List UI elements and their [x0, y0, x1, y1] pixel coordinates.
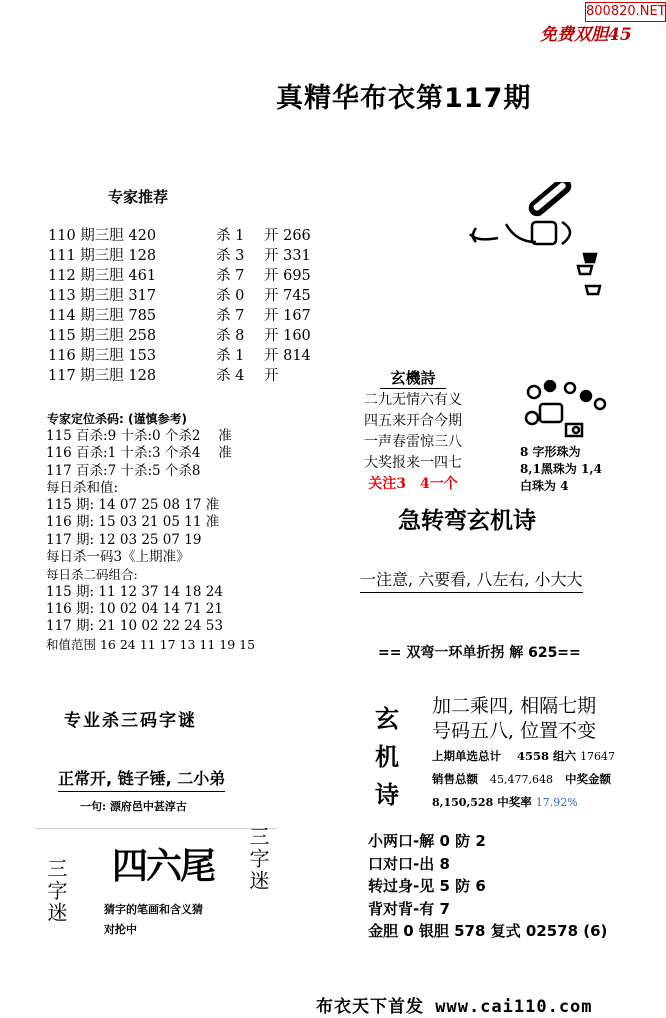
expert-cell: 杀 1: [216, 348, 245, 364]
daily-sum-heading: 每日杀和值:: [46, 479, 119, 496]
position-kill-heading: 专家定位杀码: (谨慎参考): [47, 412, 187, 426]
sum-range: 和值范围 16 24 11 17 13 11 19 15: [46, 636, 256, 652]
expert-cell: 117 期三胆 128: [48, 368, 157, 384]
big-riddle-word: 四六尾: [112, 846, 215, 887]
poem-line: 四五来开合今期: [364, 413, 462, 429]
daily-two-row: 116 期: 10 02 04 14 71 21: [46, 600, 223, 617]
right-vertical-label: 三字迷: [246, 826, 270, 892]
expert-cell: 杀 7: [216, 268, 245, 284]
expert-cell: 115 期三胆 258: [48, 328, 157, 344]
free-double-label: 免费双胆45: [540, 25, 632, 45]
daily-one: 每日杀一码3《上期准》: [46, 549, 190, 566]
expert-cell: 114 期三胆 785: [48, 308, 157, 324]
poem-line: 二九无情六有义: [364, 392, 462, 408]
expert-cell: 杀 4: [216, 368, 245, 384]
poem-focus: 关注3 4一个: [368, 476, 458, 492]
page-title: 真精华布衣第117期: [276, 83, 532, 114]
bottom-list-item: 转过身-见 5 防 6: [368, 877, 486, 895]
stat1-value2: 17647: [580, 750, 616, 763]
bottom-list-item: 小两口-解 0 防 2: [368, 832, 486, 850]
expert-row: 114 期三胆 785 杀 7 开 167: [48, 308, 311, 324]
poem-line: 一声春雷惊三八: [364, 434, 462, 450]
daily-sum-row: 117 期: 12 03 25 07 19: [46, 531, 202, 548]
stat1-value: 4558: [517, 749, 550, 763]
sharp-turn-line: 一注意, 六要看, 八左右, 小大大: [360, 567, 583, 593]
daily-two-row: 117 期: 21 10 02 22 24 53: [46, 618, 223, 635]
footer-site: 布衣天下首发 www.cai110.com: [316, 997, 593, 1017]
expert-cell: 111 期三胆 128: [48, 248, 157, 264]
riddle-heading: 专业杀三码字谜: [64, 711, 197, 731]
expert-cell: 杀 8: [216, 328, 245, 344]
position-kill-row: 117 百杀:7 十杀:5 个杀8: [46, 462, 201, 479]
sharp-turn-title: 急转弯玄机诗: [398, 508, 536, 534]
stat2-label2: 中奖金额: [565, 772, 612, 786]
poem-line: 大奖报来一四七: [364, 455, 462, 471]
riddle-hints: [104, 900, 203, 940]
expert-row: 113 期三胆 317 杀 0 开 745: [48, 288, 311, 304]
xuanji-poem-box: [358, 367, 468, 495]
stat3-rate: 17.92%: [535, 796, 578, 809]
stat3-value: 8,150,528: [432, 796, 494, 809]
expert-heading: 专家推荐: [108, 188, 169, 206]
xuanji-line-1: 加二乘四, 相隔七期: [432, 695, 597, 717]
xuanji-char-1: 玄: [375, 704, 399, 733]
position-kill-row: 116 百杀:1 十杀:3 个杀4 准: [46, 445, 232, 462]
xuanji-line-2: 号码五八, 位置不变: [432, 720, 597, 742]
position-kill-table: [46, 428, 255, 653]
expert-cell: 110 期三胆 420: [48, 228, 157, 244]
daily-sum-row: 116 期: 15 03 21 05 11 准: [46, 514, 220, 531]
expert-table: [48, 226, 311, 386]
expert-cell: 杀 0: [216, 288, 245, 304]
xuanji-poem-title: 玄機詩: [380, 367, 445, 389]
xuanji-char-2: 机: [375, 742, 399, 771]
bottom-list-item: 口对口-出 8: [368, 854, 450, 873]
expert-cell: 112 期三胆 461: [48, 268, 157, 284]
sales-stats: [432, 745, 615, 814]
bead-text: [520, 444, 602, 495]
expert-row: 110 期三胆 420 杀 1 开 266: [48, 228, 311, 244]
expert-row: 111 期三胆 128 杀 3 开 331: [48, 248, 311, 264]
stat2-label: 销售总额: [432, 772, 478, 786]
position-kill-row: 115 百杀:9 十杀:0 个杀2 准: [46, 428, 232, 444]
daily-sum-row: 115 期: 14 07 25 08 17 准: [46, 497, 220, 514]
left-vertical-label: 三字迷: [44, 858, 68, 924]
expert-cell: 杀 1: [216, 228, 245, 244]
watermark-badge: 800820.NET: [585, 2, 666, 22]
bead-line: 8,1黑珠为 1,4: [520, 462, 602, 476]
bottom-list: [368, 830, 607, 943]
riddle-hint-1: 猜字的笔画和含义猜: [104, 903, 203, 916]
bead-line: 8 字形珠为: [520, 445, 581, 459]
xuanji-vertical: [372, 700, 402, 814]
expert-row: 117 期三胆 128 杀 4 开: [48, 368, 279, 384]
bottom-list-item: 金胆 0 银胆 578 复式 02578 (6): [368, 922, 608, 940]
expert-cell: 113 期三胆 317: [48, 288, 157, 304]
daily-two-heading: 每日杀二码组合:: [46, 567, 138, 583]
expert-row: 115 期三胆 258 杀 8 开 160: [48, 328, 311, 344]
bead-doodle-icon: [466, 182, 616, 307]
expert-cell: 杀 3: [216, 248, 245, 264]
riddle-hint-2: 对抡中: [104, 923, 137, 936]
expert-cell: 杀 7: [216, 308, 245, 324]
daily-two-row: 115 期: 11 12 37 14 18 24: [46, 583, 223, 600]
stat2-value: 45,477,648: [490, 773, 553, 786]
stat3-label: 中奖率: [497, 795, 532, 809]
bead-line: 白珠为 4: [520, 479, 569, 493]
stat1-label2: 组六: [553, 749, 577, 763]
xuanji-main-text: [432, 694, 596, 744]
xuanji-char-3: 诗: [375, 780, 399, 809]
expert-cell: 116 期三胆 153: [48, 348, 157, 364]
riddle-line: 正常开, 链子锤, 二小弟: [58, 766, 225, 792]
expert-row: 116 期三胆 153 杀 1 开 814: [48, 348, 311, 364]
bead-circle-icon: [520, 380, 610, 450]
bottom-list-item: 背对背-有 7: [368, 899, 450, 918]
double-bend-line: == 双弯一环单折拐 解 625==: [378, 645, 581, 661]
expert-row: 112 期三胆 461 杀 7 开 695: [48, 268, 311, 284]
stat1-label: 上期单选总计: [432, 749, 501, 763]
riddle-sentence: 一句: 漂府邑中甚淳古: [80, 800, 187, 813]
